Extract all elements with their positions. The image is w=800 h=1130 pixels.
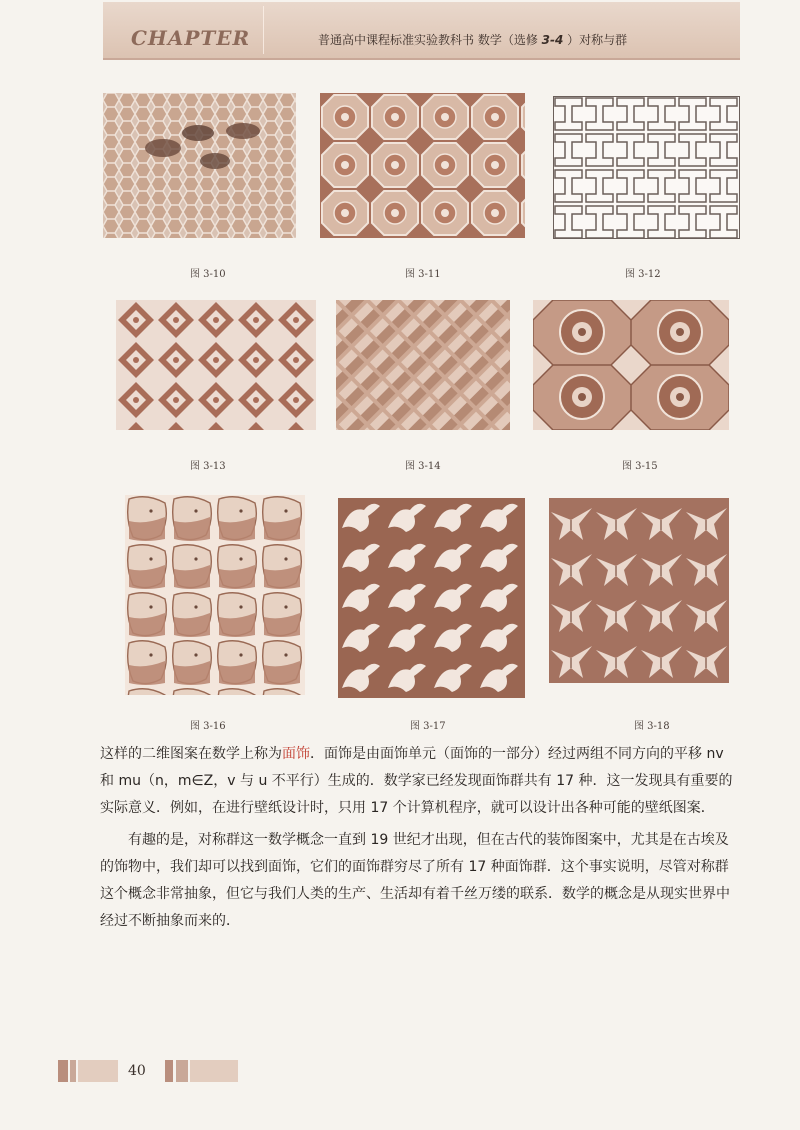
- figure-3-15-rosette-tiles: [533, 300, 729, 430]
- footer-bar-6: [190, 1060, 238, 1082]
- page-number: 40: [128, 1063, 146, 1079]
- caption-3-10: 图 3-10: [190, 269, 226, 280]
- paragraph-1-lead: 这样的二维图案在数学上称为: [100, 746, 282, 762]
- caption-3-15: 图 3-15: [622, 461, 658, 472]
- paragraph-1-rest: ．面饰是由面饰单元（面饰的一部分）经过两组不同方向的平移 nv 和 mu（n，m∈Z，v 与 u 不平行）生成的．数学家已经发现面饰群共有 17 种．这一发现具有重要的实际意义．例如，在进行壁纸设计时，只用 17 个计算机程序，就可以设计出各种可能的壁纸图案．: [100, 746, 733, 816]
- figure-3-11-octagon-tiles: [320, 93, 525, 238]
- page-header: [103, 2, 740, 60]
- book-title-number: 3-4: [541, 33, 564, 47]
- header-divider: [263, 6, 264, 54]
- figure-3-14-relief-tiles: [336, 300, 510, 430]
- caption-3-12: 图 3-12: [625, 269, 661, 280]
- caption-3-11: 图 3-11: [405, 269, 441, 280]
- caption-3-16: 图 3-16: [190, 721, 226, 732]
- book-title: [318, 31, 627, 48]
- book-title-prefix: 普通高中课程标准实验教科书 数学（选修: [318, 33, 538, 47]
- footer-bar-5: [176, 1060, 188, 1082]
- figure-3-18-bird-tessellation: [549, 498, 729, 683]
- caption-3-13: 图 3-13: [190, 461, 226, 472]
- term-wallpaper-pattern: 面饰: [282, 746, 310, 762]
- footer-bar-1: [58, 1060, 68, 1082]
- figure-3-17-pegasus-tessellation: [338, 498, 525, 698]
- figure-3-13-diamond-tiles: [116, 300, 316, 430]
- book-title-suffix: ）对称与群: [567, 33, 628, 47]
- caption-3-14: 图 3-14: [405, 461, 441, 472]
- paragraph-1: [100, 741, 740, 822]
- footer-bar-4: [165, 1060, 173, 1082]
- paragraph-2: 有趣的是，对称群这一数学概念一直到 19 世纪才出现，但在古代的装饰图案中，尤其是在古埃及的饰物中，我们却可以找到面饰，它们的面饰群穷尽了所有 17 种面饰群．这个事实说明，尽管对称群这个概念非常抽象，但它与我们人类的生产、生活却有着千丝万缕的联系．数学的概念是从现实世界中经过不断抽象而来的．: [100, 832, 730, 929]
- caption-3-17: 图 3-17: [410, 721, 446, 732]
- footer-bar-2: [70, 1060, 76, 1082]
- chapter-label: CHAPTER: [131, 26, 251, 50]
- body-text: [100, 741, 740, 935]
- caption-3-18: 图 3-18: [634, 721, 670, 732]
- footer-bar-3: [78, 1060, 118, 1082]
- figure-3-10-honeycomb: [103, 93, 296, 238]
- figure-3-16-faces-tessellation: [125, 495, 305, 695]
- figure-3-12-lattice: [553, 96, 740, 239]
